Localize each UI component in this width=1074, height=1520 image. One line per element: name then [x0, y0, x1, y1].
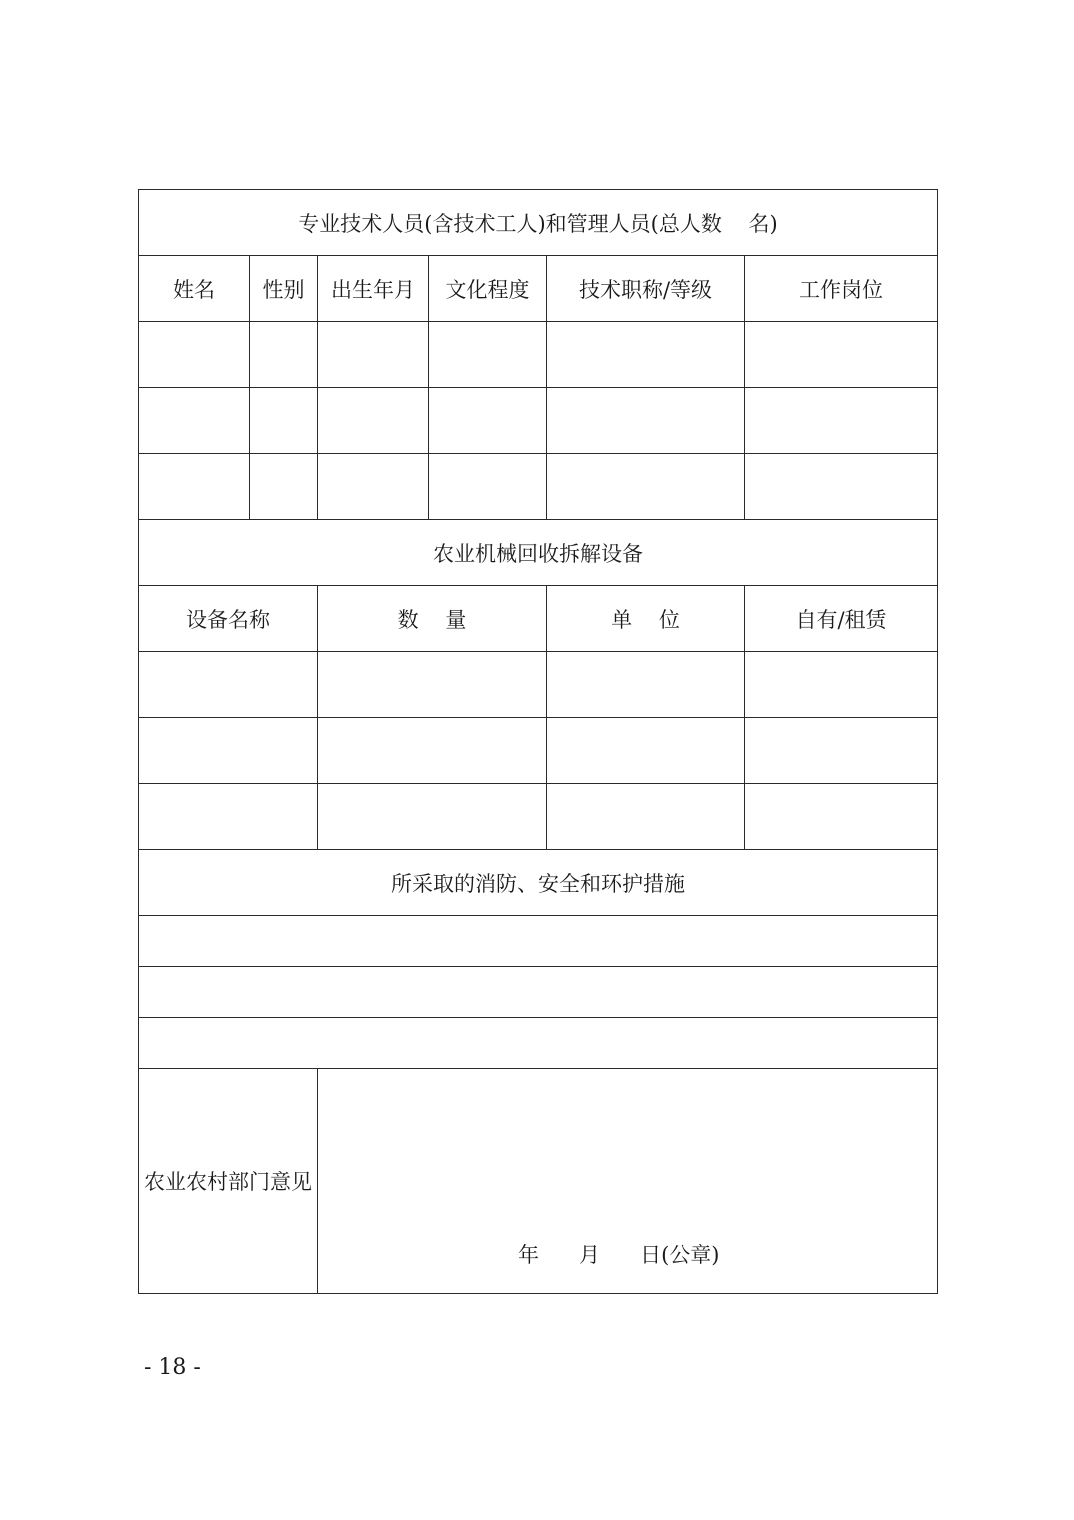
equipment-row — [139, 784, 938, 850]
staff-name-cell[interactable] — [139, 388, 250, 454]
equipment-unit-cell[interactable] — [547, 652, 745, 718]
equipment-ownership-cell[interactable] — [745, 784, 938, 850]
staff-section-header-row — [139, 190, 938, 256]
staff-name-cell[interactable] — [139, 322, 250, 388]
staff-position-cell[interactable] — [745, 322, 938, 388]
equipment-section-title: 农业机械回收拆解设备 — [139, 520, 938, 586]
equipment-quantity-cell[interactable] — [318, 784, 547, 850]
safety-measure-row — [139, 967, 938, 1018]
safety-section-title: 所采取的消防、安全和环护措施 — [139, 850, 938, 916]
staff-education-cell[interactable] — [429, 454, 547, 520]
safety-measure-cell[interactable] — [139, 916, 938, 967]
header-technical-title: 技术职称/等级 — [547, 256, 745, 322]
header-owned-leased: 自有/租赁 — [745, 586, 938, 652]
header-education: 文化程度 — [429, 256, 547, 322]
equipment-name-cell[interactable] — [139, 652, 318, 718]
equipment-quantity-cell[interactable] — [318, 718, 547, 784]
header-gender: 性别 — [250, 256, 318, 322]
equipment-ownership-cell[interactable] — [745, 652, 938, 718]
opinion-date-seal-line: 年 月 日(公章) — [518, 1243, 720, 1267]
staff-education-cell[interactable] — [429, 388, 547, 454]
header-equipment-name: 设备名称 — [139, 586, 318, 652]
staff-education-cell[interactable] — [429, 322, 547, 388]
staff-row — [139, 322, 938, 388]
staff-gender-cell[interactable] — [250, 388, 318, 454]
header-quantity: 数 量 — [318, 586, 547, 652]
equipment-ownership-cell[interactable] — [745, 718, 938, 784]
equipment-row — [139, 652, 938, 718]
header-work-position: 工作岗位 — [745, 256, 938, 322]
safety-measure-cell[interactable] — [139, 967, 938, 1018]
staff-birth-cell[interactable] — [318, 322, 429, 388]
staff-title-cell[interactable] — [547, 322, 745, 388]
equipment-name-cell[interactable] — [139, 718, 318, 784]
safety-measure-cell[interactable] — [139, 1018, 938, 1069]
staff-title-cell[interactable] — [547, 454, 745, 520]
staff-birth-cell[interactable] — [318, 454, 429, 520]
staff-name-cell[interactable] — [139, 454, 250, 520]
staff-title-cell[interactable] — [547, 388, 745, 454]
staff-gender-cell[interactable] — [250, 322, 318, 388]
page-number: - 18 - — [144, 1355, 201, 1380]
staff-row — [139, 388, 938, 454]
header-name: 姓名 — [139, 256, 250, 322]
staff-section-title: 专业技术人员(含技术工人)和管理人员(总人数 名) — [139, 190, 938, 256]
equipment-quantity-cell[interactable] — [318, 652, 547, 718]
opinion-label: 农业农村部门意见 — [139, 1069, 318, 1294]
staff-gender-cell[interactable] — [250, 454, 318, 520]
equipment-row — [139, 718, 938, 784]
staff-column-header-row — [139, 256, 938, 322]
staff-birth-cell[interactable] — [318, 388, 429, 454]
equipment-section-header-row — [139, 520, 938, 586]
staff-position-cell[interactable] — [745, 388, 938, 454]
equipment-column-header-row — [139, 586, 938, 652]
header-unit: 单 位 — [547, 586, 745, 652]
application-form-table — [138, 189, 938, 1294]
safety-measure-row — [139, 916, 938, 967]
opinion-row — [139, 1069, 938, 1294]
staff-row — [139, 454, 938, 520]
header-birth-date: 出生年月 — [318, 256, 429, 322]
safety-measure-row — [139, 1018, 938, 1069]
equipment-name-cell[interactable] — [139, 784, 318, 850]
opinion-content-cell[interactable] — [318, 1069, 938, 1294]
equipment-unit-cell[interactable] — [547, 784, 745, 850]
equipment-unit-cell[interactable] — [547, 718, 745, 784]
safety-section-header-row — [139, 850, 938, 916]
staff-position-cell[interactable] — [745, 454, 938, 520]
